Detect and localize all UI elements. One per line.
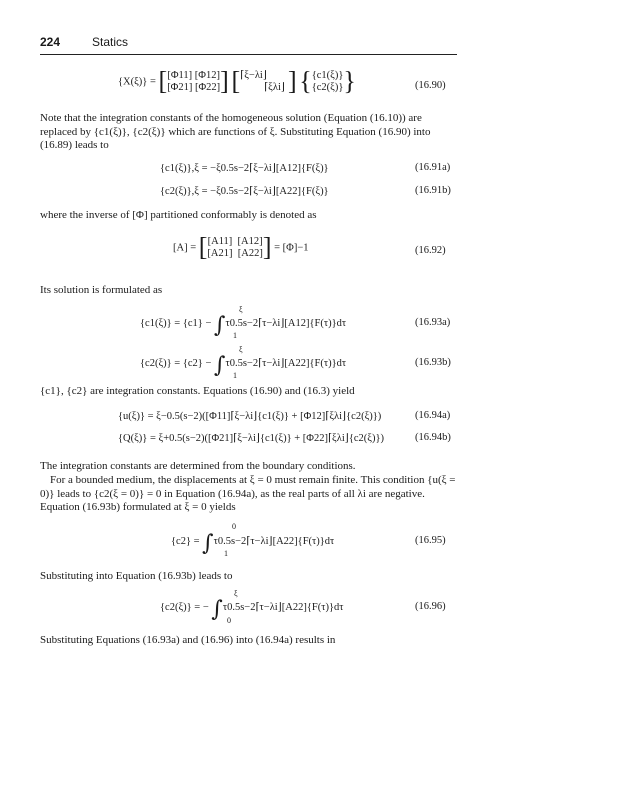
equation-16-96: {c2(ξ)} = − ∫τ0.5s−2⌈τ−λi⌋[A22]{F(τ)}dτ bbox=[160, 597, 344, 622]
equation-number: (16.94a) bbox=[415, 410, 451, 421]
paragraph: Its solution is formulated as bbox=[40, 284, 163, 296]
running-header bbox=[40, 34, 457, 55]
paragraph: {c1}, {c2} are integration constants. Equations (16.90) and (16.3) yield bbox=[40, 385, 355, 397]
equation-number: (16.94b) bbox=[415, 432, 451, 443]
equation-16-92: [A] = [[A11] [A12] [A21] [A22]] = [Φ]−1 bbox=[173, 232, 309, 262]
paragraph: Substituting Equations (16.93a) and (16.96) into (16.94a) results in bbox=[40, 634, 336, 646]
chapter-title: Statics bbox=[92, 35, 129, 49]
equation-number: (16.91b) bbox=[415, 185, 451, 196]
upper-limit: ξ bbox=[234, 589, 238, 598]
upper-limit: 0 bbox=[232, 522, 236, 531]
paragraph: For a bounded medium, the displacements at ξ = 0 must remain finite. This condition {u(ξ = 0)} leads to {c2(ξ = 0)} = 0 in Equation (16.94a), as the real parts of all λi are negative. Equation (16.93b) formulated at ξ = 0 yields bbox=[40, 474, 456, 513]
equation-16-91a: {c1(ξ)},ξ = −ξ0.5s−2⌈ξ−λi⌋[A12]{F(ξ)} bbox=[160, 163, 329, 174]
paragraph: The integration constants are determined from the boundary conditions. bbox=[40, 460, 356, 472]
equation-number: (16.93a) bbox=[415, 317, 451, 328]
equation-16-91b: {c2(ξ)},ξ = −ξ0.5s−2⌈ξ−λi⌋[A22]{F(ξ)} bbox=[160, 186, 329, 197]
equation-16-94b: {Q(ξ)} = ξ+0.5(s−2)([Φ21]⌈ξ−λi⌋{c1(ξ)} + [Φ22]⌈ξλi⌋{c2(ξ)}) bbox=[118, 433, 385, 444]
equation-16-90: {X(ξ)} = [[Φ11] [Φ12] [Φ21] [Φ22]] [⌈ξ−λi⌋ ⌈ξλi⌋ ] {{c1(ξ)} {c2(ξ)}} bbox=[118, 66, 356, 96]
equation-number: (16.95) bbox=[415, 535, 446, 546]
equation-16-94a: {u(ξ)} = ξ−0.5(s−2)([Φ11]⌈ξ−λi⌋{c1(ξ)} + [Φ12]⌈ξλi⌋{c2(ξ)}) bbox=[118, 411, 382, 422]
equation-16-95: {c2} = ∫τ0.5s−2⌈τ−λi⌋[A22]{F(τ)}dτ bbox=[171, 531, 335, 556]
paragraph: where the inverse of [Φ] partitioned conformably is denoted as bbox=[40, 209, 317, 221]
page-number: 224 bbox=[40, 35, 61, 49]
equation-number: (16.90) bbox=[415, 80, 446, 91]
lower-limit: 0 bbox=[227, 616, 231, 625]
equation-16-93a: {c1(ξ)} = {c1} − ∫τ0.5s−2⌈τ−λi⌋[A12]{F(τ)}dτ bbox=[140, 313, 347, 338]
paragraph: Note that the integration constants of the homogeneous solution (Equation (16.10)) are replaced by {c1(ξ)}, {c2(ξ)} which are functions of ξ. Substituting Equation (16.90) into (16.89) leads to bbox=[40, 112, 431, 151]
equation-number: (16.96) bbox=[415, 601, 446, 612]
equation-16-93b: {c2(ξ)} = {c2} − ∫τ0.5s−2⌈τ−λi⌋[A22]{F(τ)}dτ bbox=[140, 353, 347, 378]
lower-limit: 1 bbox=[233, 371, 237, 380]
lower-limit: 1 bbox=[233, 331, 237, 340]
paragraph: Substituting into Equation (16.93b) leads to bbox=[40, 570, 233, 582]
upper-limit: ξ bbox=[239, 345, 243, 354]
equation-number: (16.93b) bbox=[415, 357, 451, 368]
upper-limit: ξ bbox=[239, 305, 243, 314]
lower-limit: 1 bbox=[224, 549, 228, 558]
equation-number: (16.91a) bbox=[415, 162, 451, 173]
equation-number: (16.92) bbox=[415, 245, 446, 256]
